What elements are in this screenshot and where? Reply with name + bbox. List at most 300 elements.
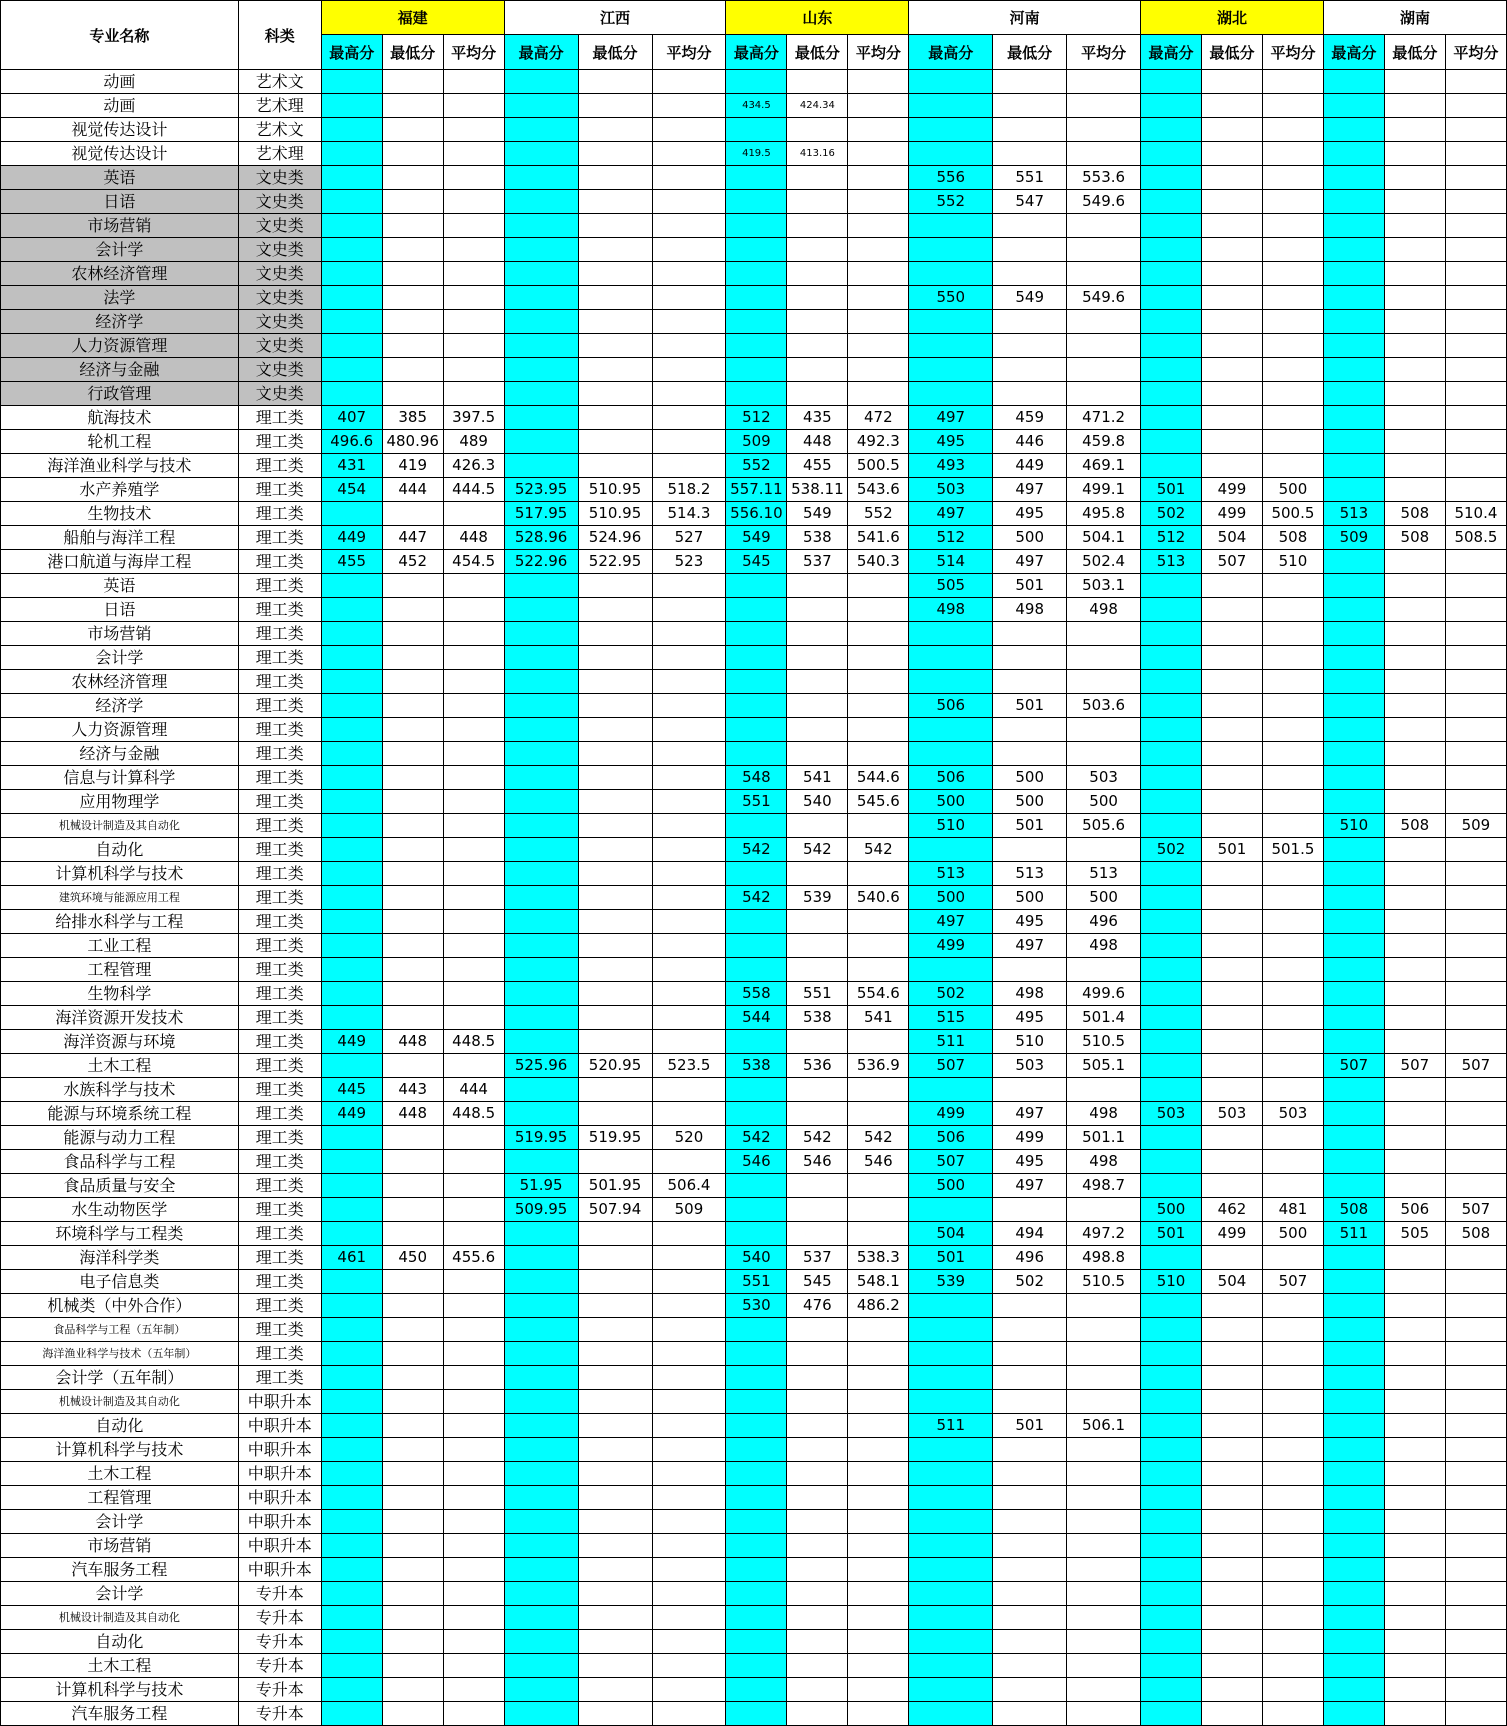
score-cell-min[interactable] bbox=[1202, 1678, 1263, 1702]
score-cell-avg[interactable] bbox=[1262, 1678, 1323, 1702]
score-cell-max[interactable]: 506 bbox=[909, 1126, 993, 1150]
score-cell-max[interactable] bbox=[726, 598, 787, 622]
score-cell-min[interactable] bbox=[1202, 622, 1263, 646]
score-cell-max[interactable] bbox=[1323, 1390, 1384, 1414]
score-cell-max[interactable] bbox=[1141, 718, 1202, 742]
score-cell-min[interactable]: 542 bbox=[787, 1126, 848, 1150]
score-cell-max[interactable] bbox=[1323, 142, 1384, 166]
score-cell-avg[interactable] bbox=[1445, 1534, 1506, 1558]
score-cell-max[interactable] bbox=[321, 1486, 382, 1510]
score-cell-avg[interactable] bbox=[443, 862, 504, 886]
score-cell-min[interactable] bbox=[382, 70, 443, 94]
score-cell-max[interactable]: 539 bbox=[909, 1270, 993, 1294]
score-cell-max[interactable] bbox=[321, 190, 382, 214]
score-cell-min[interactable]: 549 bbox=[787, 502, 848, 526]
header-category[interactable]: 科类 bbox=[238, 1, 321, 70]
score-cell-min[interactable] bbox=[1202, 1126, 1263, 1150]
score-cell-avg[interactable] bbox=[443, 694, 504, 718]
score-cell-avg[interactable] bbox=[443, 1150, 504, 1174]
score-cell-min[interactable] bbox=[1202, 670, 1263, 694]
score-cell-avg[interactable] bbox=[1067, 1342, 1141, 1366]
score-cell-avg[interactable] bbox=[1262, 1558, 1323, 1582]
score-cell-max[interactable] bbox=[504, 1078, 578, 1102]
score-cell-min[interactable] bbox=[993, 262, 1067, 286]
score-cell-min[interactable] bbox=[1202, 1054, 1263, 1078]
score-cell-avg[interactable]: 541 bbox=[848, 1006, 909, 1030]
score-cell-avg[interactable] bbox=[1262, 1438, 1323, 1462]
score-cell-min[interactable] bbox=[1202, 766, 1263, 790]
score-cell-max[interactable]: 513 bbox=[1141, 550, 1202, 574]
score-cell-avg[interactable] bbox=[443, 1678, 504, 1702]
score-cell-max[interactable] bbox=[321, 742, 382, 766]
score-cell-avg[interactable] bbox=[1067, 1078, 1141, 1102]
score-cell-max[interactable] bbox=[504, 286, 578, 310]
score-cell-min[interactable] bbox=[1202, 334, 1263, 358]
score-cell-min[interactable] bbox=[382, 1678, 443, 1702]
score-cell-avg[interactable] bbox=[848, 1630, 909, 1654]
score-cell-min[interactable] bbox=[1202, 646, 1263, 670]
score-cell-avg[interactable] bbox=[1445, 1606, 1506, 1630]
score-cell-avg[interactable]: 523 bbox=[652, 550, 726, 574]
score-cell-min[interactable] bbox=[1384, 1342, 1445, 1366]
category-cell[interactable]: 理工类 bbox=[238, 670, 321, 694]
score-cell-min[interactable] bbox=[578, 214, 652, 238]
score-cell-max[interactable] bbox=[1323, 1654, 1384, 1678]
major-cell[interactable]: 市场营销 bbox=[1, 622, 239, 646]
score-cell-avg[interactable]: 523.5 bbox=[652, 1054, 726, 1078]
score-cell-avg[interactable] bbox=[1262, 646, 1323, 670]
score-cell-avg[interactable] bbox=[1262, 214, 1323, 238]
score-cell-min[interactable]: 450 bbox=[382, 1246, 443, 1270]
score-cell-avg[interactable]: 507 bbox=[1262, 1270, 1323, 1294]
major-cell[interactable]: 自动化 bbox=[1, 838, 239, 862]
score-cell-min[interactable]: 519.95 bbox=[578, 1126, 652, 1150]
score-cell-min[interactable]: 542 bbox=[787, 838, 848, 862]
score-cell-min[interactable] bbox=[578, 238, 652, 262]
major-cell[interactable]: 海洋科学类 bbox=[1, 1246, 239, 1270]
score-cell-max[interactable] bbox=[1323, 238, 1384, 262]
category-cell[interactable]: 专升本 bbox=[238, 1630, 321, 1654]
score-cell-min[interactable] bbox=[1384, 982, 1445, 1006]
score-cell-max[interactable] bbox=[909, 1702, 993, 1726]
score-cell-max[interactable] bbox=[321, 1558, 382, 1582]
score-cell-avg[interactable] bbox=[1262, 454, 1323, 478]
score-cell-avg[interactable]: 500 bbox=[1262, 478, 1323, 502]
score-cell-max[interactable] bbox=[321, 382, 382, 406]
score-cell-max[interactable]: 530 bbox=[726, 1294, 787, 1318]
score-cell-avg[interactable] bbox=[652, 1534, 726, 1558]
score-cell-max[interactable] bbox=[1141, 1606, 1202, 1630]
score-cell-max[interactable] bbox=[1141, 238, 1202, 262]
score-cell-max[interactable] bbox=[909, 1438, 993, 1462]
score-cell-avg[interactable]: 504.1 bbox=[1067, 526, 1141, 550]
score-cell-min[interactable]: 495 bbox=[993, 1006, 1067, 1030]
score-cell-max[interactable] bbox=[1141, 1246, 1202, 1270]
score-cell-avg[interactable] bbox=[1067, 742, 1141, 766]
score-cell-avg[interactable] bbox=[1067, 670, 1141, 694]
score-cell-min[interactable] bbox=[1384, 838, 1445, 862]
score-cell-max[interactable] bbox=[321, 1510, 382, 1534]
score-cell-max[interactable] bbox=[321, 886, 382, 910]
score-cell-min[interactable]: 500 bbox=[993, 526, 1067, 550]
score-cell-max[interactable]: 454 bbox=[321, 478, 382, 502]
score-cell-min[interactable] bbox=[1384, 94, 1445, 118]
score-cell-avg[interactable] bbox=[443, 1606, 504, 1630]
score-cell-min[interactable] bbox=[382, 982, 443, 1006]
score-cell-min[interactable] bbox=[787, 1630, 848, 1654]
category-cell[interactable]: 文史类 bbox=[238, 358, 321, 382]
score-cell-max[interactable] bbox=[1141, 790, 1202, 814]
score-cell-max[interactable]: 557.11 bbox=[726, 478, 787, 502]
score-cell-avg[interactable] bbox=[1445, 1438, 1506, 1462]
score-cell-max[interactable] bbox=[1141, 1702, 1202, 1726]
score-cell-max[interactable] bbox=[1141, 430, 1202, 454]
score-cell-max[interactable] bbox=[504, 790, 578, 814]
score-cell-avg[interactable] bbox=[443, 1414, 504, 1438]
score-cell-min[interactable] bbox=[1202, 382, 1263, 406]
score-cell-avg[interactable] bbox=[1262, 982, 1323, 1006]
score-cell-avg[interactable] bbox=[848, 262, 909, 286]
major-cell[interactable]: 人力资源管理 bbox=[1, 718, 239, 742]
score-cell-avg[interactable] bbox=[1445, 574, 1506, 598]
score-cell-avg[interactable] bbox=[1262, 310, 1323, 334]
score-cell-avg[interactable]: 549.6 bbox=[1067, 286, 1141, 310]
score-cell-max[interactable] bbox=[1323, 670, 1384, 694]
score-cell-max[interactable]: 510 bbox=[1141, 1270, 1202, 1294]
major-cell[interactable]: 机械设计制造及其自动化 bbox=[1, 1390, 239, 1414]
score-cell-avg[interactable] bbox=[1445, 1462, 1506, 1486]
score-cell-max[interactable] bbox=[504, 718, 578, 742]
score-cell-avg[interactable] bbox=[652, 838, 726, 862]
score-cell-max[interactable]: 511 bbox=[909, 1414, 993, 1438]
score-cell-min[interactable] bbox=[578, 694, 652, 718]
score-cell-avg[interactable] bbox=[848, 1606, 909, 1630]
score-cell-min[interactable] bbox=[578, 1222, 652, 1246]
score-cell-min[interactable]: 413.16 bbox=[787, 142, 848, 166]
score-cell-avg[interactable] bbox=[1067, 382, 1141, 406]
score-cell-max[interactable] bbox=[1323, 646, 1384, 670]
score-cell-avg[interactable]: 500 bbox=[1067, 790, 1141, 814]
score-cell-min[interactable] bbox=[787, 1366, 848, 1390]
score-cell-min[interactable] bbox=[578, 406, 652, 430]
category-cell[interactable]: 理工类 bbox=[238, 766, 321, 790]
score-cell-min[interactable] bbox=[382, 1390, 443, 1414]
score-cell-min[interactable] bbox=[1202, 1438, 1263, 1462]
score-cell-max[interactable] bbox=[726, 1702, 787, 1726]
score-cell-min[interactable]: 538 bbox=[787, 526, 848, 550]
score-cell-avg[interactable]: 520 bbox=[652, 1126, 726, 1150]
score-cell-avg[interactable] bbox=[652, 1486, 726, 1510]
score-cell-avg[interactable] bbox=[652, 694, 726, 718]
score-cell-min[interactable] bbox=[1384, 118, 1445, 142]
score-cell-min[interactable] bbox=[1202, 1462, 1263, 1486]
score-cell-min[interactable]: 499 bbox=[1202, 502, 1263, 526]
score-cell-avg[interactable] bbox=[848, 70, 909, 94]
score-cell-min[interactable] bbox=[1384, 262, 1445, 286]
score-cell-max[interactable]: 517.95 bbox=[504, 502, 578, 526]
score-cell-avg[interactable] bbox=[1067, 1702, 1141, 1726]
score-cell-min[interactable]: 459 bbox=[993, 406, 1067, 430]
score-cell-avg[interactable]: 448.5 bbox=[443, 1102, 504, 1126]
score-cell-max[interactable] bbox=[1323, 862, 1384, 886]
score-cell-max[interactable] bbox=[321, 94, 382, 118]
score-cell-max[interactable] bbox=[726, 1414, 787, 1438]
score-cell-min[interactable] bbox=[382, 1414, 443, 1438]
score-cell-avg[interactable] bbox=[1445, 454, 1506, 478]
major-cell[interactable]: 水生动物医学 bbox=[1, 1198, 239, 1222]
score-cell-avg[interactable] bbox=[1445, 214, 1506, 238]
score-cell-max[interactable] bbox=[321, 262, 382, 286]
score-cell-min[interactable] bbox=[787, 214, 848, 238]
score-cell-min[interactable] bbox=[993, 1198, 1067, 1222]
score-cell-max[interactable]: 552 bbox=[726, 454, 787, 478]
score-cell-max[interactable] bbox=[504, 1414, 578, 1438]
score-cell-avg[interactable] bbox=[1262, 94, 1323, 118]
score-cell-min[interactable] bbox=[1202, 286, 1263, 310]
score-cell-max[interactable] bbox=[726, 934, 787, 958]
score-cell-min[interactable] bbox=[1202, 1174, 1263, 1198]
score-cell-max[interactable]: 513 bbox=[1323, 502, 1384, 526]
score-cell-avg[interactable] bbox=[1445, 1078, 1506, 1102]
score-cell-max[interactable] bbox=[1323, 358, 1384, 382]
score-cell-avg[interactable] bbox=[652, 454, 726, 478]
score-cell-avg[interactable] bbox=[1262, 886, 1323, 910]
score-cell-avg[interactable]: 503 bbox=[1262, 1102, 1323, 1126]
score-cell-min[interactable] bbox=[578, 94, 652, 118]
score-cell-avg[interactable] bbox=[1445, 1702, 1506, 1726]
score-cell-min[interactable]: 549 bbox=[993, 286, 1067, 310]
score-cell-min[interactable] bbox=[787, 1174, 848, 1198]
score-cell-min[interactable] bbox=[1384, 238, 1445, 262]
category-cell[interactable]: 理工类 bbox=[238, 1222, 321, 1246]
score-cell-max[interactable]: 501 bbox=[1141, 478, 1202, 502]
score-cell-max[interactable] bbox=[321, 814, 382, 838]
score-cell-max[interactable]: 500 bbox=[909, 790, 993, 814]
score-cell-max[interactable] bbox=[321, 958, 382, 982]
score-cell-avg[interactable] bbox=[1262, 1606, 1323, 1630]
category-cell[interactable]: 理工类 bbox=[238, 454, 321, 478]
score-cell-min[interactable] bbox=[1202, 1510, 1263, 1534]
score-cell-max[interactable] bbox=[321, 574, 382, 598]
major-cell[interactable]: 汽车服务工程 bbox=[1, 1558, 239, 1582]
score-cell-avg[interactable] bbox=[652, 1606, 726, 1630]
score-cell-max[interactable] bbox=[504, 814, 578, 838]
score-cell-min[interactable]: 476 bbox=[787, 1294, 848, 1318]
major-cell[interactable]: 日语 bbox=[1, 190, 239, 214]
major-cell[interactable]: 信息与计算科学 bbox=[1, 766, 239, 790]
score-cell-avg[interactable]: 541.6 bbox=[848, 526, 909, 550]
score-cell-max[interactable] bbox=[909, 118, 993, 142]
major-cell[interactable]: 计算机科学与技术 bbox=[1, 862, 239, 886]
score-cell-min[interactable]: 507.94 bbox=[578, 1198, 652, 1222]
score-cell-avg[interactable] bbox=[1067, 118, 1141, 142]
score-cell-min[interactable] bbox=[382, 262, 443, 286]
score-cell-avg[interactable] bbox=[652, 1270, 726, 1294]
score-cell-min[interactable] bbox=[578, 742, 652, 766]
score-cell-avg[interactable] bbox=[652, 94, 726, 118]
score-cell-max[interactable]: 508 bbox=[1323, 1198, 1384, 1222]
score-cell-max[interactable] bbox=[504, 934, 578, 958]
score-cell-max[interactable] bbox=[1323, 718, 1384, 742]
score-cell-min[interactable] bbox=[787, 934, 848, 958]
score-cell-avg[interactable] bbox=[1262, 1150, 1323, 1174]
score-cell-avg[interactable] bbox=[1262, 742, 1323, 766]
score-cell-min[interactable] bbox=[787, 310, 848, 334]
score-cell-avg[interactable] bbox=[652, 886, 726, 910]
category-cell[interactable]: 理工类 bbox=[238, 934, 321, 958]
score-cell-min[interactable] bbox=[1384, 550, 1445, 574]
score-cell-max[interactable] bbox=[1141, 694, 1202, 718]
score-cell-max[interactable] bbox=[321, 1654, 382, 1678]
score-cell-min[interactable] bbox=[578, 1102, 652, 1126]
score-cell-max[interactable] bbox=[1141, 1318, 1202, 1342]
score-cell-avg[interactable]: 498 bbox=[1067, 598, 1141, 622]
score-cell-avg[interactable] bbox=[1262, 382, 1323, 406]
score-cell-avg[interactable]: 508 bbox=[1445, 1222, 1506, 1246]
province-header[interactable]: 湖南 bbox=[1323, 1, 1506, 35]
score-cell-max[interactable] bbox=[504, 742, 578, 766]
header-major[interactable]: 专业名称 bbox=[1, 1, 239, 70]
score-cell-avg[interactable] bbox=[443, 1654, 504, 1678]
category-cell[interactable]: 理工类 bbox=[238, 1198, 321, 1222]
score-cell-min[interactable]: 502 bbox=[993, 1270, 1067, 1294]
category-cell[interactable]: 理工类 bbox=[238, 1294, 321, 1318]
score-cell-avg[interactable] bbox=[848, 814, 909, 838]
score-cell-avg[interactable]: 472 bbox=[848, 406, 909, 430]
score-cell-avg[interactable] bbox=[1445, 1126, 1506, 1150]
score-cell-max[interactable]: 548 bbox=[726, 766, 787, 790]
score-cell-avg[interactable] bbox=[443, 1558, 504, 1582]
score-cell-max[interactable] bbox=[726, 1558, 787, 1582]
score-cell-min[interactable] bbox=[382, 670, 443, 694]
score-cell-avg[interactable]: 509 bbox=[1445, 814, 1506, 838]
score-cell-avg[interactable] bbox=[443, 1630, 504, 1654]
score-cell-avg[interactable] bbox=[652, 1006, 726, 1030]
score-cell-max[interactable] bbox=[909, 742, 993, 766]
score-cell-avg[interactable] bbox=[443, 1270, 504, 1294]
score-cell-avg[interactable] bbox=[652, 1678, 726, 1702]
score-cell-max[interactable] bbox=[726, 1462, 787, 1486]
score-cell-min[interactable] bbox=[993, 622, 1067, 646]
score-cell-avg[interactable] bbox=[443, 190, 504, 214]
score-cell-min[interactable] bbox=[1202, 790, 1263, 814]
score-cell-min[interactable] bbox=[578, 1702, 652, 1726]
score-cell-min[interactable]: 501 bbox=[993, 814, 1067, 838]
score-cell-min[interactable] bbox=[1202, 886, 1263, 910]
score-cell-min[interactable] bbox=[787, 1390, 848, 1414]
score-cell-min[interactable] bbox=[787, 1486, 848, 1510]
score-cell-max[interactable] bbox=[504, 1030, 578, 1054]
score-cell-avg[interactable] bbox=[1445, 358, 1506, 382]
score-cell-avg[interactable] bbox=[1067, 718, 1141, 742]
score-cell-min[interactable] bbox=[993, 238, 1067, 262]
score-cell-min[interactable] bbox=[1384, 1414, 1445, 1438]
score-cell-max[interactable] bbox=[504, 1654, 578, 1678]
score-cell-max[interactable]: 545 bbox=[726, 550, 787, 574]
score-cell-max[interactable] bbox=[504, 622, 578, 646]
score-cell-max[interactable] bbox=[1323, 1078, 1384, 1102]
score-cell-max[interactable] bbox=[1323, 1126, 1384, 1150]
score-cell-min[interactable] bbox=[1202, 214, 1263, 238]
score-cell-min[interactable] bbox=[1384, 1534, 1445, 1558]
score-cell-max[interactable] bbox=[504, 1582, 578, 1606]
score-cell-min[interactable] bbox=[578, 1654, 652, 1678]
score-cell-max[interactable] bbox=[1323, 1462, 1384, 1486]
score-cell-max[interactable] bbox=[504, 94, 578, 118]
score-cell-max[interactable] bbox=[909, 718, 993, 742]
score-cell-avg[interactable] bbox=[1067, 646, 1141, 670]
score-cell-max[interactable] bbox=[1323, 742, 1384, 766]
score-cell-avg[interactable] bbox=[1445, 838, 1506, 862]
score-cell-avg[interactable] bbox=[1445, 1678, 1506, 1702]
score-cell-avg[interactable] bbox=[1067, 70, 1141, 94]
score-cell-min[interactable] bbox=[382, 646, 443, 670]
score-cell-min[interactable]: 547 bbox=[993, 190, 1067, 214]
score-cell-max[interactable] bbox=[1323, 1486, 1384, 1510]
score-cell-max[interactable]: 513 bbox=[909, 862, 993, 886]
score-cell-min[interactable] bbox=[1202, 1702, 1263, 1726]
score-cell-min[interactable] bbox=[787, 1102, 848, 1126]
category-cell[interactable]: 理工类 bbox=[238, 958, 321, 982]
score-cell-max[interactable]: 542 bbox=[726, 886, 787, 910]
score-cell-min[interactable] bbox=[382, 1438, 443, 1462]
score-cell-min[interactable] bbox=[1202, 742, 1263, 766]
score-cell-min[interactable]: 520.95 bbox=[578, 1054, 652, 1078]
score-cell-min[interactable] bbox=[1384, 430, 1445, 454]
score-cell-avg[interactable] bbox=[1445, 1486, 1506, 1510]
score-cell-max[interactable] bbox=[726, 1534, 787, 1558]
score-cell-avg[interactable] bbox=[848, 718, 909, 742]
score-cell-avg[interactable] bbox=[652, 214, 726, 238]
score-cell-avg[interactable] bbox=[848, 214, 909, 238]
score-cell-avg[interactable]: 495.8 bbox=[1067, 502, 1141, 526]
score-cell-min[interactable] bbox=[382, 1654, 443, 1678]
score-cell-max[interactable] bbox=[1323, 94, 1384, 118]
score-cell-avg[interactable] bbox=[443, 646, 504, 670]
score-cell-max[interactable] bbox=[1141, 1654, 1202, 1678]
score-cell-min[interactable]: 497 bbox=[993, 1102, 1067, 1126]
score-cell-avg[interactable] bbox=[652, 286, 726, 310]
score-cell-avg[interactable] bbox=[443, 934, 504, 958]
category-cell[interactable]: 理工类 bbox=[238, 1270, 321, 1294]
score-cell-avg[interactable] bbox=[443, 166, 504, 190]
category-cell[interactable]: 理工类 bbox=[238, 694, 321, 718]
score-cell-min[interactable] bbox=[787, 358, 848, 382]
major-cell[interactable]: 市场营销 bbox=[1, 214, 239, 238]
score-cell-min[interactable]: 508 bbox=[1384, 814, 1445, 838]
category-cell[interactable]: 理工类 bbox=[238, 790, 321, 814]
province-header[interactable]: 福建 bbox=[321, 1, 504, 35]
score-cell-avg[interactable] bbox=[443, 1294, 504, 1318]
score-cell-avg[interactable] bbox=[848, 694, 909, 718]
score-cell-avg[interactable] bbox=[1067, 1510, 1141, 1534]
score-cell-max[interactable] bbox=[909, 1558, 993, 1582]
score-cell-max[interactable] bbox=[1141, 1534, 1202, 1558]
score-cell-max[interactable] bbox=[726, 1654, 787, 1678]
score-cell-min[interactable]: 494 bbox=[993, 1222, 1067, 1246]
score-cell-max[interactable] bbox=[1141, 1126, 1202, 1150]
score-cell-avg[interactable] bbox=[652, 430, 726, 454]
score-cell-min[interactable] bbox=[787, 1342, 848, 1366]
score-cell-min[interactable] bbox=[993, 1366, 1067, 1390]
score-cell-max[interactable] bbox=[504, 406, 578, 430]
score-cell-max[interactable] bbox=[909, 214, 993, 238]
major-cell[interactable]: 机械设计制造及其自动化 bbox=[1, 1606, 239, 1630]
score-cell-max[interactable]: 51.95 bbox=[504, 1174, 578, 1198]
score-cell-min[interactable] bbox=[578, 910, 652, 934]
score-cell-min[interactable] bbox=[993, 1438, 1067, 1462]
score-cell-min[interactable] bbox=[993, 958, 1067, 982]
